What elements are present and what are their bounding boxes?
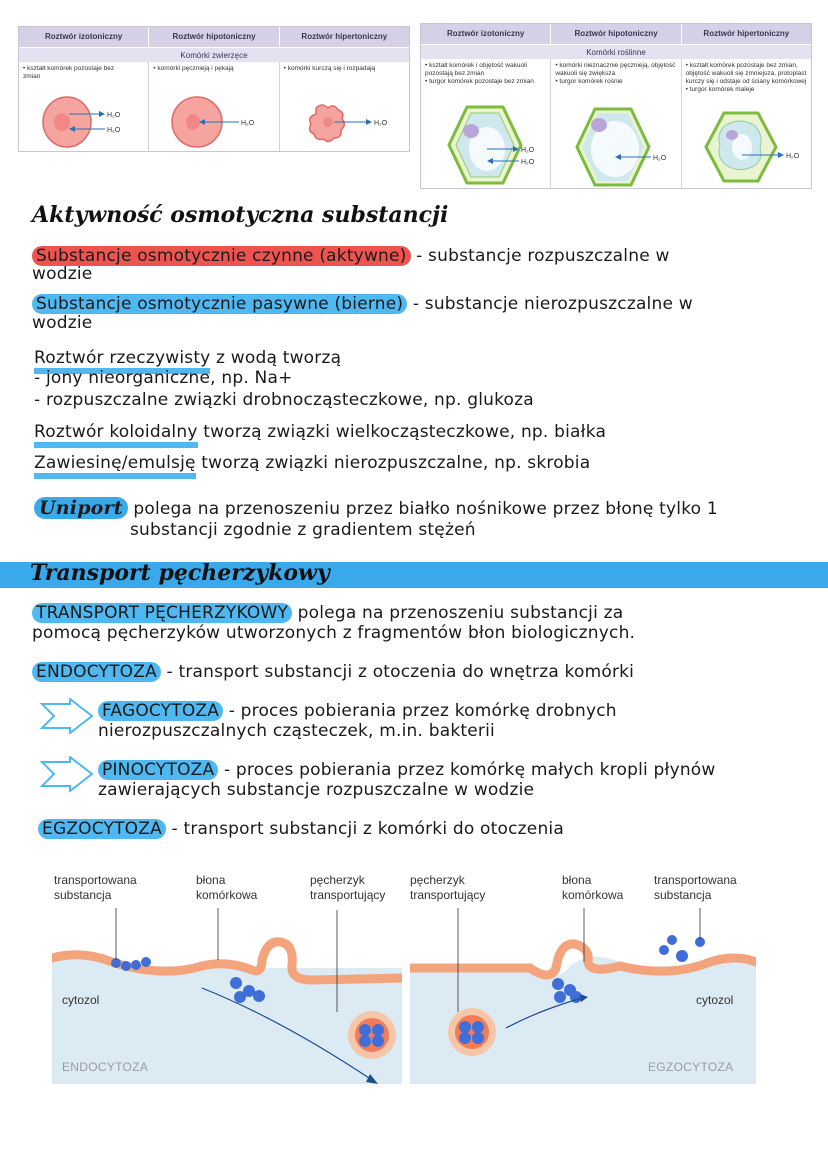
plant-cell-hypotonic-image <box>551 101 681 191</box>
list-item: - jony nieorganiczne, np. Na+ <box>34 368 293 388</box>
cell-description: • komórki kurczą się i rozpadają <box>283 65 376 72</box>
endocytosis-diagram <box>52 870 402 1086</box>
plant-cell-isotonic-image <box>421 101 551 191</box>
table-subheader: Komórki zwierzęce <box>19 47 409 62</box>
definition: - substancje nierozpuszczalne w <box>407 294 693 314</box>
cell-description: • komórki pęcznieją i pękają <box>153 65 234 72</box>
term-suspension: Zawiesinę/emulsję <box>34 453 196 479</box>
definition: z wodą tworzą <box>210 348 342 368</box>
definition: - proces pobierania przez komórkę drobnych <box>223 701 617 721</box>
label-cytosol: cytozol <box>62 993 100 1007</box>
water-label: H₂O <box>107 112 121 119</box>
cell-description: • komórki nieznacznie pęcznieją, objętość wakuoli się zwiększa • turgor komórek rośnie <box>555 62 676 85</box>
label-cytosol: cytozol <box>696 993 734 1007</box>
header-hypotonic: Roztwór hipotoniczny <box>149 27 279 47</box>
term-pinocytosis: PINOCYTOZA <box>98 760 218 780</box>
animal-cell-hypotonic-image <box>149 84 279 154</box>
note-active-substances <box>32 246 670 266</box>
diagram-caption: ENDOCYTOZA <box>62 1060 149 1074</box>
water-label: H₂O <box>785 153 799 160</box>
definition: - transport substancji z komórki do otoczenia <box>165 819 564 839</box>
note-phagocytosis-cont: nierozpuszczalnych cząsteczek, m.in. bakterii <box>98 721 495 741</box>
cell-description: • kształt komórek pozostaje bez zmian, objętość wakuoli się zmniejsza, protoplast kurczy się i odstaje od ściany komórkowej • turgor komórek maleje <box>685 62 807 93</box>
term-active: Substancje osmotycznie czynne (aktywne) <box>32 246 411 266</box>
exocytosis-diagram <box>410 870 756 1086</box>
diagram-caption: EGZOCYTOZA <box>648 1060 734 1074</box>
cell-description: • kształt komórek pozostaje bez zmian <box>23 65 115 80</box>
term-colloid: Roztwór koloidalny <box>34 422 198 448</box>
note-suspension <box>34 453 590 473</box>
list-item: - rozpuszczalne związki drobnocząsteczkowe, np. glukoza <box>34 390 534 410</box>
term-uniport: Uniport <box>34 497 128 519</box>
term-endocytosis: ENDOCYTOZA <box>32 662 161 682</box>
note-phagocytosis <box>98 701 617 721</box>
cell-isotonic <box>19 62 149 151</box>
header-hypertonic: Roztwór hipertoniczny <box>703 29 790 38</box>
note-passive-substances <box>32 294 693 314</box>
cell-isotonic <box>421 59 551 188</box>
definition: - proces pobierania przez komórkę małych kropli płynów <box>218 760 716 780</box>
header-isotonic: Roztwór izotoniczny <box>421 24 551 44</box>
animal-cell-hypertonic-image <box>280 84 410 154</box>
plant-cells-table <box>420 23 812 189</box>
water-label: H₂O <box>107 127 121 134</box>
note-uniport <box>34 498 718 519</box>
note-vesicular-transport <box>32 603 623 623</box>
cell-hypertonic <box>280 62 409 151</box>
note-endocytosis <box>32 662 634 682</box>
note-uniport-cont: substancji zgodnie z gradientem stężeń <box>130 520 476 540</box>
note-vesicular-transport-cont: pomocą pęcherzyków utworzonych z fragmentów błon biologicznych. <box>32 623 636 643</box>
note-active-substances-cont: wodzie <box>32 264 93 284</box>
water-label: H₂O <box>373 120 387 127</box>
table-subheader: Komórki roślinne <box>421 44 811 59</box>
note-pinocytosis-cont: zawierających substancje rozpuszczalne w wodzie <box>98 780 535 800</box>
note-pinocytosis <box>98 760 716 780</box>
label-cell-membrane: błona komórkowa <box>196 873 258 902</box>
term-true-solution: Roztwór rzeczywisty <box>34 348 210 374</box>
arrow-icon <box>40 756 100 792</box>
header-hypotonic: Roztwór hipotoniczny <box>551 24 681 44</box>
note-exocytosis <box>38 819 564 839</box>
water-label: H₂O <box>241 120 255 127</box>
section-title-vesicular-transport: Transport pęcherzykowy <box>30 560 330 586</box>
cell-description: • kształt komórek i objętość wakuoli pozostają bez zmian • turgor komórek pozostaje bez zmian <box>425 62 534 85</box>
animal-cell-isotonic-image <box>19 84 149 154</box>
arrow-icon <box>40 698 100 734</box>
definition: polega na przenoszeniu przez białko nośnikowe przez błonę tylko 1 <box>127 499 718 519</box>
label-transported-substance: transportowana substancja <box>654 873 737 902</box>
header-isotonic: Roztwór izotoniczny <box>19 27 149 47</box>
note-colloid <box>34 422 606 442</box>
water-label: H₂O <box>521 159 535 166</box>
water-label: H₂O <box>653 155 667 162</box>
term-exocytosis: EGZOCYTOZA <box>38 819 166 839</box>
term-passive: Substancje osmotycznie pasywne (bierne) <box>32 294 407 314</box>
water-label: H₂O <box>521 147 535 154</box>
label-cell-membrane: błona komórkowa <box>562 873 624 902</box>
definition: polega na przenoszeniu substancji za <box>292 603 624 623</box>
header-hypertonic: Roztwór hipertoniczny <box>301 32 388 41</box>
definition: tworzą związki nierozpuszczalne, np. skrobia <box>195 453 591 473</box>
label-transported-substance: transportowana substancja <box>54 873 137 902</box>
definition: - transport substancji z otoczenia do wnętrza komórki <box>160 662 635 682</box>
note-true-solution <box>34 348 341 368</box>
section-title-osmotic-activity: Aktywność osmotyczna substancji <box>32 202 449 228</box>
animal-cells-table <box>18 26 410 152</box>
cell-hypotonic <box>551 59 681 188</box>
term-phagocytosis: FAGOCYTOZA <box>98 701 223 721</box>
table-header-row <box>421 24 811 44</box>
cell-hypertonic <box>682 59 811 188</box>
definition: - substancje rozpuszczalne w <box>410 246 670 266</box>
cell-hypotonic <box>149 62 279 151</box>
note-passive-substances-cont: wodzie <box>32 313 93 333</box>
label-transport-vesicle: pęcherzyk transportujący <box>310 873 386 902</box>
term-vesicular-transport: TRANSPORT PĘCHERZYKOWY <box>32 603 292 623</box>
table-header-row <box>19 27 409 47</box>
definition: tworzą związki wielkocząsteczkowe, np. białka <box>197 422 607 442</box>
label-transport-vesicle: pęcherzyk transportujący <box>410 873 486 902</box>
plant-cell-hypertonic-image <box>682 107 812 197</box>
